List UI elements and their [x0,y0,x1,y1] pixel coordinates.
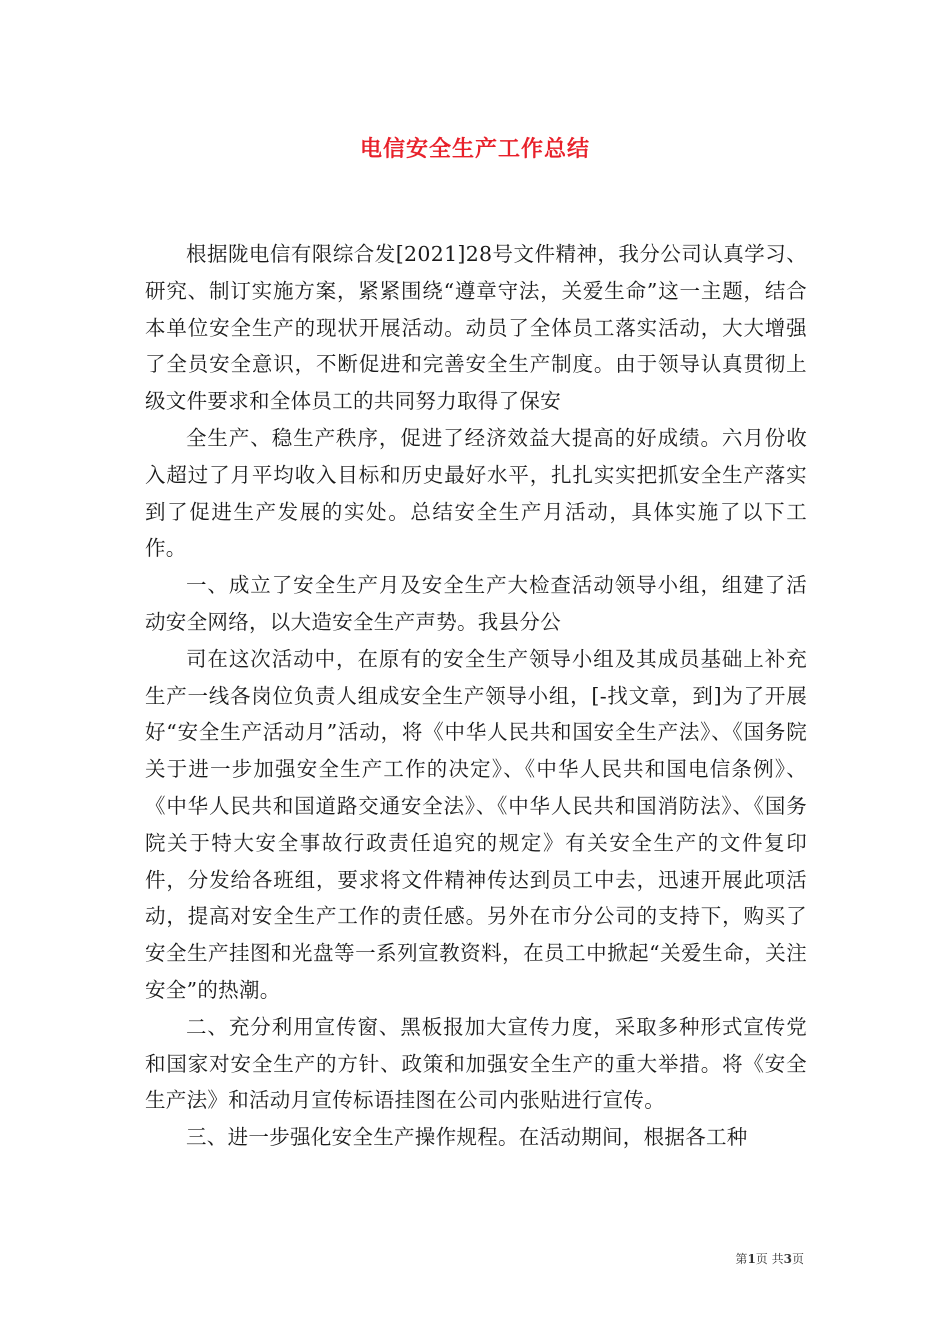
page-suffix: 页 [791,1252,804,1266]
total-pages-number: 3 [783,1252,792,1266]
document-body [145,236,807,1156]
page-prefix: 第 [735,1252,748,1266]
page-number [735,1250,804,1267]
document-title: 电信安全生产工作总结 [359,137,590,162]
paragraph: 司在这次活动中，在原有的安全生产领导小组及其成员基础上补充生产一线各岗位负责人组成安全生产领导小组，[-找文章，到]为了开展好“安全生产活动月”活动，将《中华人民共和国安全生产法》、《国务院关于进一步加强安全生产工作的决定》、《中华人民共和国电信条例》、《中华人民共和国道路交通安全法》、《中华人民共和国消防法》、《国务院关于特大安全事故行政责任追究的规定》有关安全生产的文件复印件，分发给各班组，要求将文件精神传达到员工中去，迅速开展此项活动，提高对安全生产工作的责任感。另外在市分公司的支持下，购买了安全生产挂图和光盘等一系列宣教资料，在员工中掀起“关爱生命，关注安全”的热潮。 [145,646,807,1002]
paragraph: 三、进一步强化安全生产操作规程。在活动期间，根据各工种 [186,1125,748,1150]
page-middle: 页 共 [755,1252,784,1266]
paragraph: 一、成立了安全生产月及安全生产大检查活动领导小组，组建了活动安全网络，以大造安全生产声势。我县分公 [145,573,807,634]
paragraph: 全生产、稳生产秩序，促进了经济效益大提高的好成绩。六月份收入超过了月平均收入目标和历史最好水平，扎扎实实把抓安全生产落实到了促进生产发展的实处。总结安全生产月活动，具体实施了以下工作。 [145,425,807,561]
paragraph: 二、充分利用宣传窗、黑板报加大宣传力度，采取多种形式宣传党和国家对安全生产的方针、政策和加强安全生产的重大举措。将《安全生产法》和活动月宣传标语挂图在公司内张贴进行宣传。 [145,1014,807,1113]
current-page-number: 1 [747,1252,756,1266]
paragraph: 根据陇电信有限综合发[2021]28号文件精神，我分公司认真学习、研究、制订实施方案，紧紧围绕“遵章守法，关爱生命”这一主题，结合本单位安全生产的现状开展活动。动员了全体员工落实活动，大大增强了全员安全意识，不断促进和完善安全生产制度。由于领导认真贯彻上级文件要求和全体员工的共同努力取得了保安 [145,242,807,414]
